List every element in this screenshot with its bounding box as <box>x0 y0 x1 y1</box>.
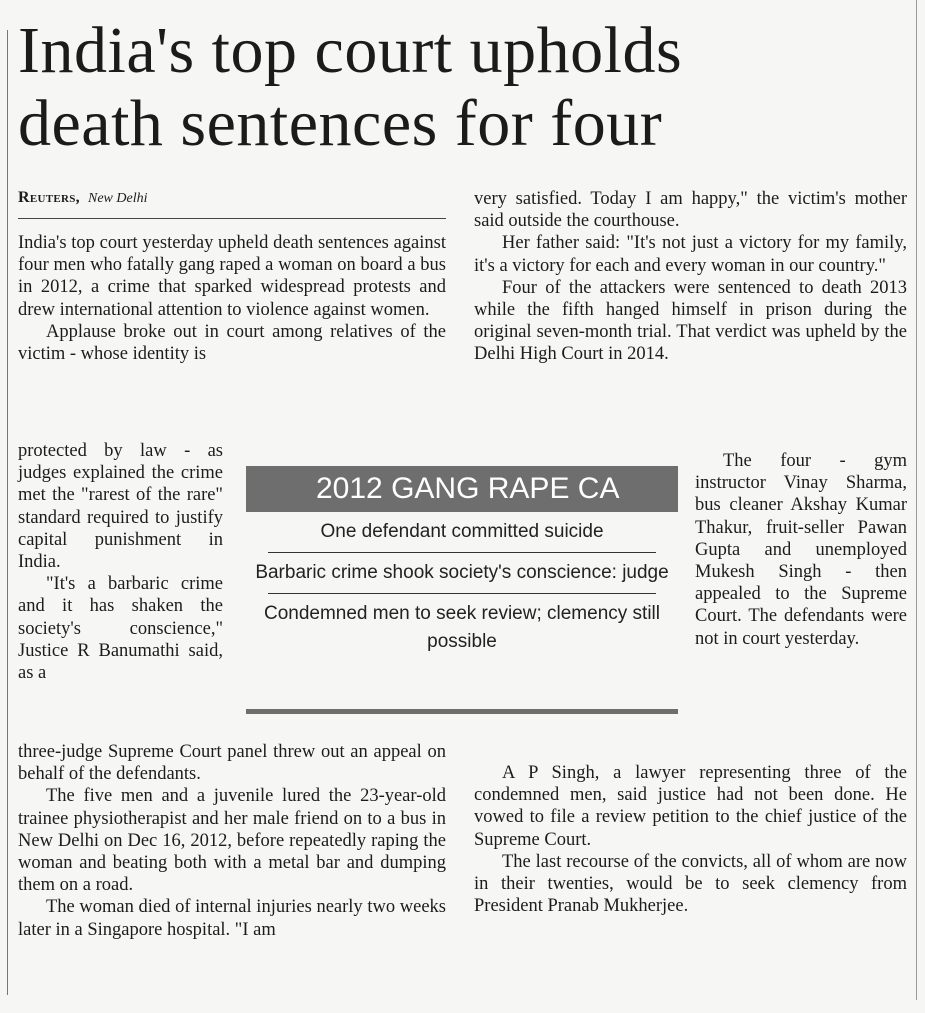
fact-box <box>246 466 678 714</box>
headline-line-2: death sentences for four <box>18 87 663 160</box>
byline <box>18 188 446 209</box>
paragraph: Her father said: "It's not just a victory for my family, it's a victory for each and every woman in our country." <box>474 233 907 276</box>
byline-rule <box>18 218 446 219</box>
column-1-top <box>18 232 446 365</box>
paragraph: Four of the attackers were sentenced to death 2013 while the fifth hanged himself in prison during the original seven-month trial. That verdict was upheld by the Delhi High Court in 2014. <box>474 277 907 365</box>
column-2-bottom <box>474 762 907 917</box>
byline-city: New Delhi <box>87 191 148 206</box>
column-1-wrap <box>18 440 223 684</box>
headline-line-1: India's top court upholds <box>18 14 683 87</box>
page-right-edge <box>916 0 917 1000</box>
column-1-bottom <box>18 741 446 941</box>
paragraph: The five men and a juvenile lured the 23-year-old trainee physiotherapist and her male friend on to a bus in New Delhi on Dec 16, 2012, before repeatedly raping the woman and beating both with a metal bar and dumping them on a road. <box>18 786 446 896</box>
paragraph: India's top court yesterday upheld death sentences against four men who fatally gang raped a woman on board a bus in 2012, a crime that sparked widespread protests and drew international attention to violence against women. <box>18 233 446 320</box>
fact-box-title: 2012 GANG RAPE CA <box>246 466 678 512</box>
paragraph: protected by law - as judges explained the crime met the "rarest of the rare" standard required to justify capital punishment in India. <box>18 441 223 573</box>
fact-box-item: Condemned men to seek review; clemency still possible <box>263 603 660 652</box>
paragraph: "It's a barbaric crime and it has shaken the society's conscience," Justice R Banumathi said, as a <box>18 574 223 684</box>
paragraph: A P Singh, a lawyer representing three of the condemned men, said justice had not been done. He vowed to file a review petition to the chief justice of the Supreme Court. <box>474 763 907 850</box>
fact-box-bottom-bar <box>246 709 678 714</box>
paragraph: Applause broke out in court among relatives of the victim - whose identity is <box>18 321 446 365</box>
fact-box-item: One defendant committed suicide <box>320 521 604 542</box>
paragraph: The four - gym instructor Vinay Sharma, bus cleaner Akshay Kumar Thakur, fruit-seller Pawan Gupta and unemployed Mukesh Singh - then appealed to the Supreme Court. The defendants were not in court yesterday. <box>695 451 907 649</box>
headline <box>18 14 913 160</box>
page-left-edge <box>7 30 8 995</box>
paragraph: The woman died of internal injuries nearly two weeks later in a Singapore hospital. "I am <box>18 897 446 940</box>
paragraph: three-judge Supreme Court panel threw out an appeal on behalf of the defendants. <box>18 742 446 785</box>
column-2-top <box>474 188 907 366</box>
column-2-wrap <box>695 450 907 650</box>
fact-box-item: Barbaric crime shook society's conscience: judge <box>255 562 669 583</box>
byline-agency: Reuters, <box>18 189 80 206</box>
paragraph: The last recourse of the convicts, all of whom are now in their twenties, would be to seek clemency from President Pranab Mukherjee. <box>474 851 907 917</box>
paragraph: very satisfied. Today I am happy," the victim's mother said outside the courthouse. <box>474 189 907 232</box>
